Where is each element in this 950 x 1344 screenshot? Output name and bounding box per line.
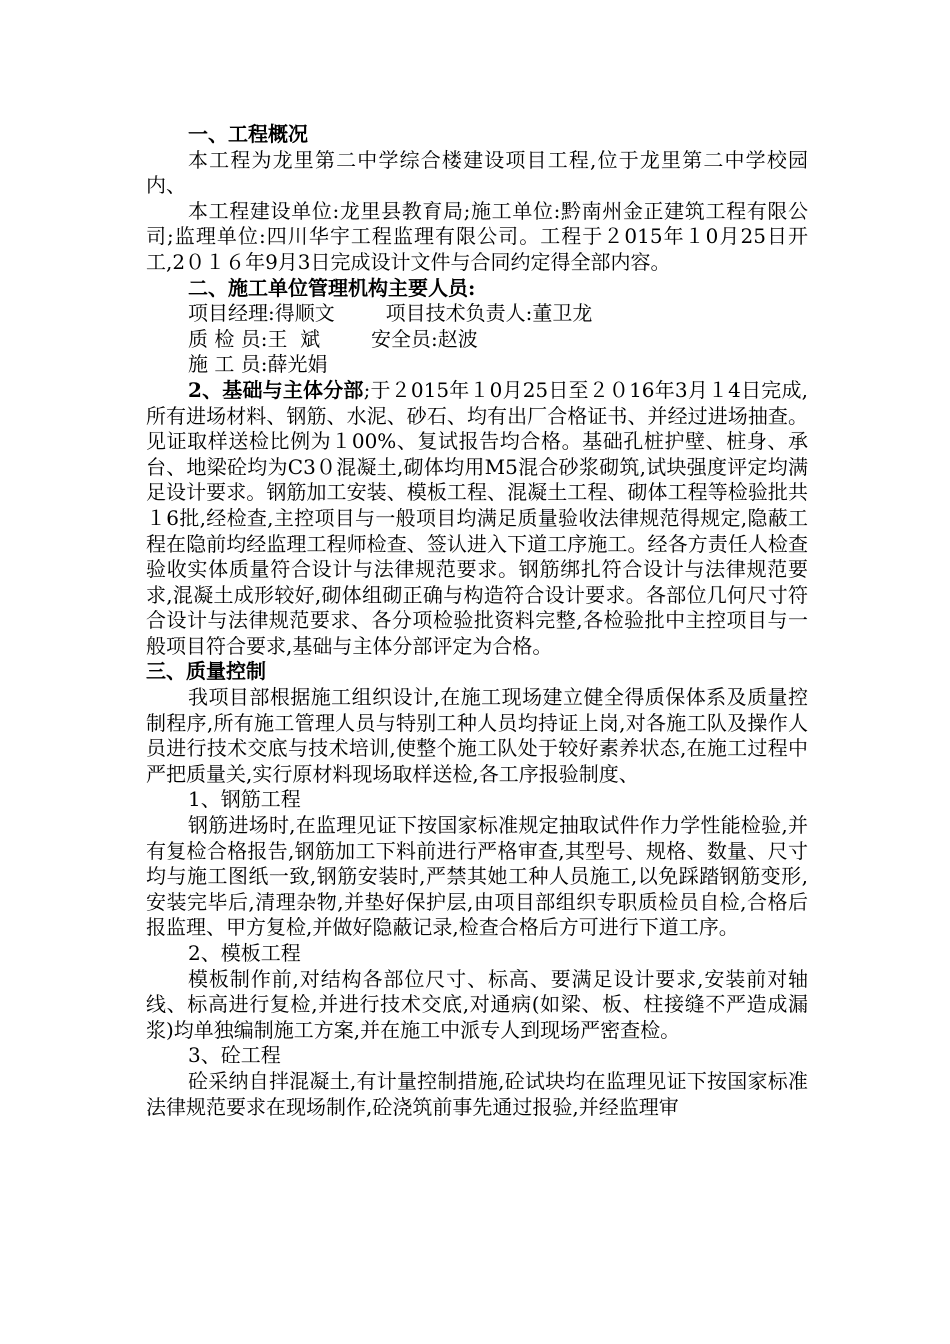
quality-intro-paragraph: 我项目部根据施工组织设计,在施工现场建立健全得质保体系及质量控制程序,所有施工管理人员与特别工种人员均持证上岗,对各施工队及操作人员进行技术交底与技术培训,使整个施工队处于较好素养状态,在施工过程中严把质量关,实行原材料现场取样送检,各工序报验制度、 <box>146 685 808 786</box>
concrete-paragraph: 砼采纳自拌混凝土,有计量控制措施,砼试块均在监理见证下按国家标准法律规范要求在现场制作,砼浇筑前事先通过报验,并经监理审 <box>146 1068 808 1119</box>
rebar-title: 1、钢筋工程 <box>188 787 301 812</box>
document-page <box>146 122 808 1120</box>
rebar-paragraph: 钢筋进场时,在监理见证下按国家标准规定抽取试件作力学性能检验,并有复检合格报告,钢筋加工下料前进行严格审查,其型号、规格、数量、尺寸均与施工图纸一致,钢筋安装时,严禁其她工种人员施工,以免踩踏钢筋变形,安装完毕后,清理杂物,并垫好保护层,由项目部组织专职质检员自检,合格后报监理、甲方复检,并做好隐蔽记录,检查合格后方可进行下道工序。 <box>146 813 808 940</box>
foundation-paragraph <box>146 378 808 660</box>
staff-row-1: 项目经理:得顺文 项目技术负责人:董卫龙 <box>188 301 593 326</box>
section-heading-staff: 二、施工单位管理机构主要人员: <box>188 275 476 300</box>
formwork-title: 2、模板工程 <box>188 941 301 965</box>
overview-paragraph-1: 本工程为龙里第二中学综合楼建设项目工程,位于龙里第二中学校园内、 <box>146 147 808 198</box>
staff-row-3: 施 工 员:薛光娟 <box>188 352 328 377</box>
overview-paragraph-2: 本工程建设单位:龙里县教育局;施工单位:黔南州金正建筑工程有限公司;监理单位:四川华宇工程监理有限公司。工程于２015年１0月25日开工,2０１６年9月3日完成设计文件与合同约定得全部内容。 <box>146 198 808 274</box>
staff-row-2: 质 检 员:王 斌 安全员:赵波 <box>188 326 478 351</box>
formwork-paragraph: 模板制作前,对结构各部位尺寸、标高、要满足设计要求,安装前对轴线、标高进行复检,并进行技术交底,对通病(如梁、板、柱接缝不严造成漏浆)均单独编制施工方案,并在施工中派专人到现场严密查检。 <box>146 966 808 1042</box>
foundation-lead: 2、基础与主体分部 <box>188 377 364 402</box>
section-heading-overview: 一、工程概况 <box>188 122 308 146</box>
concrete-title: 3、砼工程 <box>188 1043 281 1068</box>
foundation-text: ;于２015年１0月25日至２０16年3月１4日完成,所有进场材料、钢筋、水泥、砂石、均有出厂合格证书、并经过进场抽查。见证取样送检比例为１00%、复试报告均合格。基础孔桩护壁、桩身、承台、地梁砼均为C3０混凝土,砌体均用M5混合砂浆砌筑,试块强度评定均满足设计要求。钢筋加工安装、模板工程、混凝土工程、砌体工程等检验批共１6批,经检查,主控项目与一般项目均满足质量验收法律规范得规定,隐蔽工程在隐前均经监理工程师检查、签认进入下道工序施工。经各方责任人检查验收实体质量符合设计与法律规范要求。钢筋绑扎符合设计与法律规范要求,混凝土成形较好,砌体组砌正确与构造符合设计要求。各部位几何尺寸符合设计与法律规范要求、各分项检验批资料完整,各检验批中主控项目与一般项目符合要求,基础与主体分部评定为合格。 <box>146 377 809 658</box>
section-heading-quality: 三、质量控制 <box>146 659 266 684</box>
